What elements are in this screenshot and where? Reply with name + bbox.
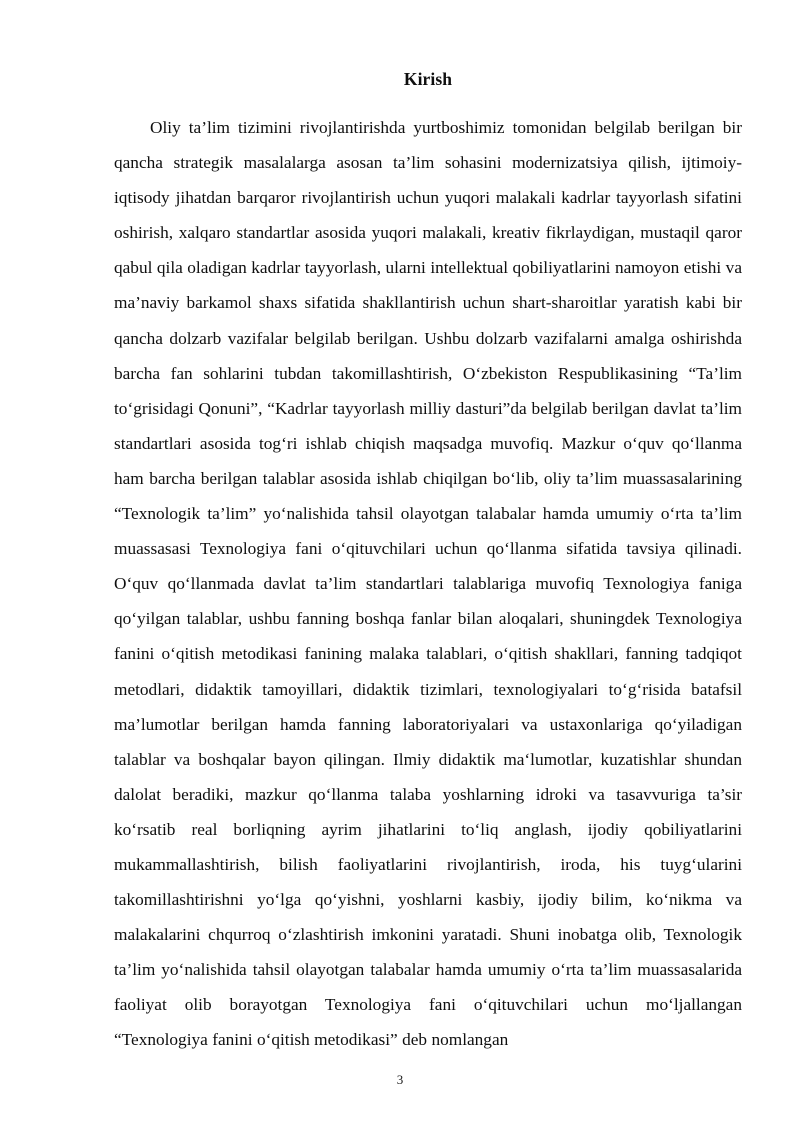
body-paragraph: Oliy ta’lim tizimini rivojlantirishda yurtboshimiz tomonidan belgilab berilgan bir qancha strategik masalalarga asosan ta’lim sohasini modernizatsiya qilish, ijtimoiy-iqtisody jihatdan barqaror rivojlantirish uchun yuqori malakali kadrlar tayyorlash sifatini oshirish, xalqaro standartlar asosida yuqori malakali, kreativ fikrlaydigan, mustaqil qaror qabul qila oladigan kadrlar tayyorlash, ularni intellektual qobiliyatlarini namoyon etishi va ma’naviy barkamol shaxs sifatida shakllantirish uchun shart-sharoitlar yaratish kabi bir qancha dolzarb vazifalar belgilab berilgan. Ushbu dolzarb vazifalarni amalga oshirishda barcha fan sohlarini tubdan takomillashtirish, O‘zbekiston Respublikasining “Ta’lim to‘grisidagi Qonuni”, “Kadrlar tayyorlash milliy dasturi”da belgilab berilgan davlat ta’lim standartlari asosida tog‘ri ishlab chiqish maqsadga muvofiq. Mazkur o‘quv qo‘llanma ham barcha berilgan talablar asosida ishlab chiqilgan bo‘lib, oliy ta’lim muassasalarining “Texnologik ta’lim” yo‘nalishida tahsil olayotgan talabalar hamda umumiy o‘rta ta’lim muassasasi Texnologiya fani o‘qituvchilari uchun qo‘llanma sifatida tavsiya qilinadi. O‘quv qo‘llanmada davlat ta’lim standartlari talablariga muvofiq Texnologiya faniga qo‘yilgan talablar, ushbu fanning boshqa fanlar bilan aloqalari, shuningdek Texnologiya fanini o‘qitish metodikasi fanining malaka talablari, o‘qitish shakllari, fanning tadqiqot metodlari, didaktik tamoyillari, didaktik tizimlari, texnologiyalari to‘g‘risida batafsil ma’lumotlar berilgan hamda fanning laboratoriyalari va ustaxonlariga qo‘yiladigan talablar va boshqalar bayon qilingan. Ilmiy didaktik ma‘lumotlar, kuzatishlar shundan dalolat beradiki, mazkur qo‘llanma talaba yoshlarning idroki va tasavvuriga ta’sir ko‘rsatib real borliqning ayrim jihatlarini to‘liq anglash, ijodiy qobiliyatlarini mukammallashtirish, bilish faoliyatlarini rivojlantirish, iroda, his tuyg‘ularini takomillashtirishni yo‘lga qo‘yishni, yoshlarni kasbiy, ijodiy bilim, ko‘nikma va malakalarini chqurroq o‘zlashtirish imkonini yaratadi. Shuni inobatga olib, Texnologik ta’lim yo‘nalishida tahsil olayotgan talabalar hamda umumiy o‘rta ta’lim muassasalarida faoliyat olib borayotgan Texnologiya fani o‘qituvchilari uchun mo‘ljallangan “Texnologiya fanini o‘qitish metodikasi” deb nomlangan [114,118,742,1050]
page-content [114,62,742,1058]
page-title: Kirish [403,69,453,89]
page-number: 3 [396,1072,404,1087]
